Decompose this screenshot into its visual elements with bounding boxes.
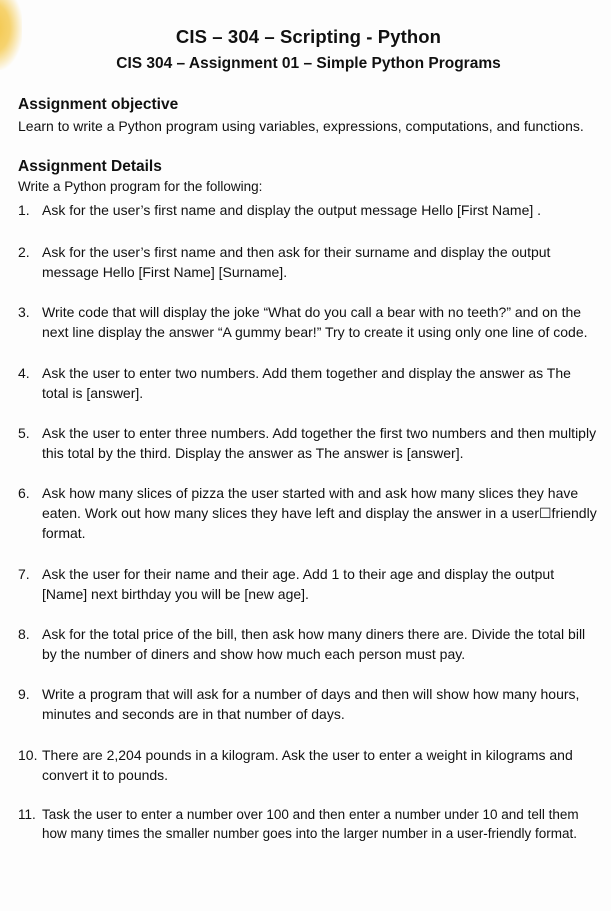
item-number: 10. xyxy=(18,747,38,763)
objective-heading: Assignment objective xyxy=(18,96,179,113)
list-item xyxy=(18,483,599,543)
list-item xyxy=(18,423,599,463)
objective-text: Learn to write a Python program using variables, expressions, computations, and functions. xyxy=(18,118,584,134)
page-title: CIS – 304 – Scripting - Python xyxy=(175,26,442,47)
list-item xyxy=(18,200,599,220)
item-number: 8. xyxy=(18,626,30,642)
item-number: 3. xyxy=(18,304,30,320)
list-item xyxy=(18,684,599,724)
item-text: Write code that will display the joke “What do you call a bear with no teeth?” and on the next line display the answer “A gummy bear!” Try to create it using only one line of code. xyxy=(42,304,588,340)
item-text: Ask the user to enter three numbers. Add together the first two numbers and then multiply this total by the third. Display the answer as The answer is [answer]. xyxy=(42,425,597,461)
list-item xyxy=(18,624,599,664)
item-text: Ask how many slices of pizza the user started with and ask how many slices they have eaten. Work out how many slices they have left and display the answer in a user☐friendly format. xyxy=(42,485,597,541)
page-subtitle: CIS 304 – Assignment 01 – Simple Python Programs xyxy=(116,55,501,72)
details-intro: Write a Python program for the following: xyxy=(18,179,263,194)
item-number: 2. xyxy=(18,244,30,260)
item-number: 11. xyxy=(18,807,36,822)
item-text: Task the user to enter a number over 100 and then enter a number under 10 and tell them how many times the smaller number goes into the larger number in a user-friendly format. xyxy=(42,807,579,841)
item-text: Ask for the user’s first name and then ask for their surname and display the output message Hello [First Name] [Surname]. xyxy=(42,244,551,280)
item-text: There are 2,204 pounds in a kilogram. Ask the user to enter a weight in kilograms and convert it to pounds. xyxy=(42,747,573,783)
item-number: 1. xyxy=(18,202,30,218)
list-item xyxy=(18,242,599,282)
item-number: 7. xyxy=(18,566,30,582)
list-item xyxy=(18,805,599,843)
details-heading: Assignment Details xyxy=(18,158,162,175)
list-item xyxy=(18,363,599,403)
item-number: 5. xyxy=(18,425,30,441)
item-text: Ask for the user’s first name and display the output message Hello [First Name] . xyxy=(42,202,542,218)
item-number: 6. xyxy=(18,485,30,501)
item-text: Ask the user for their name and their age. Add 1 to their age and display the output [Name] next birthday you will be [new age]. xyxy=(42,566,555,602)
item-number: 9. xyxy=(18,686,30,702)
item-text: Write a program that will ask for a number of days and then will show how many hours, minutes and seconds are in that number of days. xyxy=(42,686,580,722)
item-text: Ask the user to enter two numbers. Add them together and display the answer as The total is [answer]. xyxy=(42,365,571,401)
item-number: 4. xyxy=(18,365,30,381)
list-item xyxy=(18,745,599,785)
corner-smudge xyxy=(0,0,22,70)
item-text: Ask for the total price of the bill, then ask how many diners there are. Divide the total bill by the number of diners and show how much each person must pay. xyxy=(42,626,586,662)
list-item xyxy=(18,564,599,604)
assignment-list xyxy=(18,200,599,843)
list-item xyxy=(18,302,599,342)
